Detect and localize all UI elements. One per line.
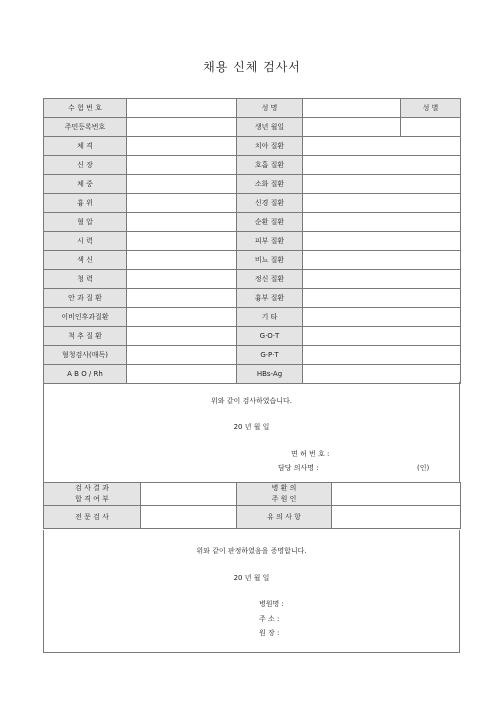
value-exam-number[interactable] — [127, 99, 237, 118]
table-row — [44, 483, 461, 506]
row-label: 신경 질환 — [237, 194, 303, 213]
row-label: 치아 질환 — [237, 137, 303, 156]
table-row — [44, 99, 461, 118]
row-label: 색 신 — [44, 251, 127, 270]
row-value[interactable] — [127, 270, 237, 289]
table-row — [44, 137, 461, 156]
row-label: 소화 질환 — [237, 175, 303, 194]
row-value[interactable] — [127, 289, 237, 308]
exam-table — [43, 98, 461, 384]
row-value[interactable] — [303, 137, 461, 156]
row-label: 이비인후과질환 — [44, 308, 127, 327]
result-table — [43, 482, 461, 529]
row-label: 시 력 — [44, 232, 127, 251]
label-resident-number: 주민등록번호 — [44, 118, 127, 137]
value-result-pass[interactable] — [141, 483, 237, 506]
value-birthdate[interactable] — [303, 118, 401, 137]
value-specialist-exam[interactable] — [141, 506, 237, 529]
row-value[interactable] — [127, 251, 237, 270]
table-row — [44, 506, 461, 529]
table-row — [44, 251, 461, 270]
label-name: 성 명 — [237, 99, 303, 118]
label-result-pass — [44, 483, 141, 506]
row-value[interactable] — [127, 346, 237, 365]
row-value[interactable] — [303, 175, 461, 194]
table-row — [44, 175, 461, 194]
value-disease-cause[interactable] — [332, 483, 461, 506]
label-birthdate: 생년 월일 — [237, 118, 303, 137]
row-label: 기 타 — [237, 308, 303, 327]
seal-mark: (인) — [417, 464, 430, 472]
verify-statement: 위와 같이 판정하였음을 증명합니다. — [196, 547, 307, 555]
verification-section — [43, 530, 460, 653]
row-value[interactable] — [127, 156, 237, 175]
row-label: 정신 질환 — [237, 270, 303, 289]
table-row — [44, 308, 461, 327]
table-row — [44, 156, 461, 175]
table-row — [44, 118, 461, 137]
row-value[interactable] — [303, 156, 461, 175]
exam-statement: 위와 같이 검사하였습니다. — [210, 397, 293, 405]
row-value[interactable] — [303, 327, 461, 346]
row-label: 호흡 질환 — [237, 156, 303, 175]
row-value[interactable] — [303, 270, 461, 289]
table-row — [44, 194, 461, 213]
row-label: 피부 질환 — [237, 232, 303, 251]
table-row — [44, 213, 461, 232]
row-value[interactable] — [303, 346, 461, 365]
label-exam-number: 수 험 번 호 — [44, 99, 127, 118]
value-remarks[interactable] — [332, 506, 461, 529]
address-label: 주 소 : — [259, 615, 280, 623]
row-label: 청 력 — [44, 270, 127, 289]
row-value[interactable] — [127, 308, 237, 327]
exam-date: 20 년 월 일 — [233, 423, 270, 431]
value-gender[interactable] — [401, 118, 461, 137]
table-row — [44, 270, 461, 289]
row-label: HBs-Ag — [237, 365, 303, 384]
row-label: A B O / Rh — [44, 365, 127, 384]
row-value[interactable] — [303, 194, 461, 213]
label-gender: 성 별 — [401, 99, 461, 118]
label-specialist-exam: 전 문 검 사 — [44, 506, 141, 529]
row-label: 체 격 — [44, 137, 127, 156]
license-number-label: 면 허 번 호 : — [291, 450, 330, 458]
row-label: 안 과 질 환 — [44, 289, 127, 308]
row-value[interactable] — [127, 137, 237, 156]
row-label: 혈청검사(매독) — [44, 346, 127, 365]
row-value[interactable] — [127, 232, 237, 251]
director-label: 원 장 : — [259, 629, 280, 637]
label-pass-status: 합 격 여 부 — [75, 495, 109, 503]
doctor-name-label: 담당 의사명 : — [278, 464, 319, 472]
row-label: 혈 압 — [44, 213, 127, 232]
table-row — [44, 365, 461, 384]
row-label: G·O·T — [237, 327, 303, 346]
row-value[interactable] — [303, 213, 461, 232]
label-exam-result: 검 사 결 과 — [75, 484, 109, 492]
row-value[interactable] — [303, 289, 461, 308]
label-disease: 병 환 의 — [271, 484, 297, 492]
label-disease-cause — [237, 483, 332, 506]
value-resident-number[interactable] — [127, 118, 237, 137]
page-title: 채용 신체 검사서 — [203, 60, 301, 74]
row-label: 비뇨 질환 — [237, 251, 303, 270]
row-value[interactable] — [127, 194, 237, 213]
row-value[interactable] — [127, 175, 237, 194]
table-row — [44, 327, 461, 346]
verify-date: 20 년 월 일 — [233, 574, 270, 582]
label-main-cause: 주 원 인 — [271, 495, 297, 503]
row-value[interactable] — [303, 365, 461, 384]
value-name[interactable] — [303, 99, 401, 118]
row-value[interactable] — [303, 308, 461, 327]
table-row — [44, 346, 461, 365]
row-label: 흉 위 — [44, 194, 127, 213]
row-value[interactable] — [127, 365, 237, 384]
row-label: 순환 질환 — [237, 213, 303, 232]
table-row — [44, 232, 461, 251]
row-value[interactable] — [127, 213, 237, 232]
row-value[interactable] — [303, 232, 461, 251]
hospital-name-label: 병원명 : — [259, 600, 284, 608]
row-label: G·P·T — [237, 346, 303, 365]
row-label: 체 중 — [44, 175, 127, 194]
row-label: 척 추 질 환 — [44, 327, 127, 346]
table-row — [44, 289, 461, 308]
label-remarks: 유 의 사 항 — [237, 506, 332, 529]
row-label: 흉부 질환 — [237, 289, 303, 308]
row-value[interactable] — [127, 327, 237, 346]
row-label: 신 장 — [44, 156, 127, 175]
row-value[interactable] — [303, 251, 461, 270]
exam-statement-section — [43, 382, 460, 483]
